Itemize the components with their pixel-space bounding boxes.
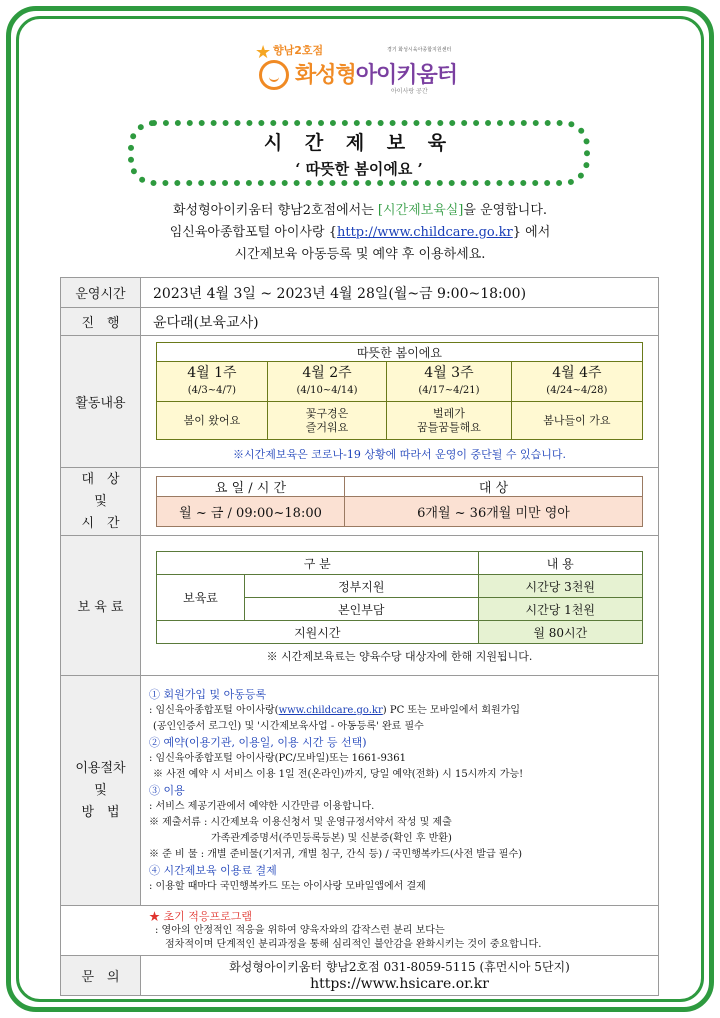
contact-info — [141, 959, 658, 993]
hours-value: 2023년 4월 3일 ~ 2023년 4월 28일(월~금 9:00~18:00) — [141, 278, 659, 308]
week-cell: 4월 2주 (4/10~4/14) — [267, 362, 386, 402]
contact-line: 화성형아이키움터 향남2호점 031-8059-5115 (휴먼시아 5단지) — [229, 959, 570, 974]
activity-table — [156, 342, 643, 440]
page-subtitle: ‘ 따뜻한 봄이에요 ’ — [295, 160, 423, 178]
staff-value: 윤다래(보육교사) — [141, 308, 659, 336]
week-cell: 4월 3주 (4/17~4/21) — [387, 362, 512, 402]
week-desc: 봄이 왔어요 — [157, 402, 268, 440]
week-cell: 4월 4주 (4/24~4/28) — [511, 362, 642, 402]
step-2-title: ② 예약(이용기관, 이용일, 이용 시간 등 선택) — [149, 736, 367, 749]
contact-label: 문 의 — [61, 956, 141, 996]
fee-self-value: 시간당 1천원 — [478, 598, 642, 621]
staff-label: 진 행 — [61, 308, 141, 336]
contact-cell — [141, 956, 659, 996]
activity-theme: 따뜻한 봄이에요 — [157, 343, 643, 362]
target-head-who: 대 상 — [345, 477, 643, 497]
hours-label: 운영시간 — [61, 278, 141, 308]
target-time: 월 ~ 금 / 09:00~18:00 — [157, 497, 345, 527]
step-1-title: ① 회원가입 및 아동등록 — [149, 688, 267, 701]
intro-text: 화성형아이키움터 향남2호점에서는 [시간제보육실]을 운영합니다. 임신육아종합포털 아이사랑 {http://www.childcare.go.kr} 에서 시간제보육 아동등록 및 예약 후 이용하세요. — [169, 203, 551, 262]
smile-face-icon — [259, 60, 289, 90]
week-desc: 봄나들이 가요 — [511, 402, 642, 440]
fee-gov-value: 시간당 3천원 — [478, 575, 642, 598]
early-program-title: ★ 초기 적응프로그램 — [149, 909, 253, 923]
info-table — [60, 277, 659, 996]
contact-url[interactable]: https://www.hsicare.or.kr — [310, 975, 489, 992]
fee-self-label: 본인부담 — [245, 598, 479, 621]
fee-support-label: 지원시간 — [157, 621, 479, 644]
childcare-link[interactable]: http://www.childcare.go.kr — [336, 225, 513, 240]
early-program: ★ 초기 적응프로그램 : 영아의 안정적인 적응을 위하여 양육자와의 갑작스런 분리 보다는 점차적이며 단계적인 분리과정을 통해 심리적인 불안감을 완화시키는 것이 중요합니다. — [141, 908, 658, 954]
childcare-link-2[interactable]: www.childcare.go.kr — [278, 705, 383, 716]
fee-table — [156, 551, 643, 644]
logo-name: 화성형아이키움터 — [295, 63, 458, 88]
activity-cell — [141, 336, 659, 468]
week-desc: 벌레가 꿈틀꿈틀해요 — [387, 402, 512, 440]
procedure-text: ① 회원가입 및 아동등록 : 임신육아종합포털 아이사랑(www.childcare.go.kr) PC 또는 모바일에서 회원가입 (공인인증서 로그인) 및 '시간제보육사업 - 아동등록' 완료 필수 ② 예약(이용기관, 이용일, 이용 시간 등 선택) : 임신육아종합포털 아이사랑(PC/모바일)또는 1661-9361 ※ 사전 예약 시 서비스 이용 1일 전(온라인)까지, 당일 예약(전화) 시 15시까지 가능! ③ 이용 : 서비스 제공기관에서 예약한 시간만큼 이용합니다. ※ 제출서류 : 시간제보육 이용신청서 및 운영규정서약서 작성 및 제출 가족관계증명서(주민등록등본) 및 신분증(확인 후 반환) ※ 준 비 물 : 개별 준비물(기저귀, 개별 침구, 간식 등) / 국민행복카드(사전 발급 필수) ④ 시간제보육 이용료 결제 : 이용할 때마다 국민행복카드 또는 아이사랑 모바일앱에서 결제 — [141, 684, 658, 897]
title-box — [128, 120, 590, 186]
fee-cell — [141, 536, 659, 676]
step-4-title: ④ 시간제보육 이용료 결제 — [149, 864, 277, 877]
procedure-cell — [141, 676, 659, 906]
page-title: 시 간 제 보 육 — [263, 132, 455, 154]
target-who: 6개월 ~ 36개월 미만 영아 — [345, 497, 643, 527]
corona-notice: ※시간제보육은 코로나-19 상황에 따라서 운영이 중단될 수 있습니다. — [233, 448, 566, 461]
target-label: 대 상 및 시 간 — [61, 468, 141, 536]
week-desc: 꽃구경은 즐거워요 — [267, 402, 386, 440]
logo-branch: 향남2호점 — [273, 44, 324, 57]
week-cell: 4월 1주 (4/3~4/7) — [157, 362, 268, 402]
fee-label: 보 육 료 — [61, 536, 141, 676]
fee-head-content: 내 용 — [478, 552, 642, 575]
fee-note: ※ 시간제보육료는 양육수당 대상자에 한해 지원됩니다. — [266, 650, 533, 663]
logo — [255, 42, 485, 110]
fee-head-cat: 구 분 — [157, 552, 479, 575]
star-icon: ★ — [255, 42, 272, 63]
logo-org: 경기 화성시육아종합지원센터 — [387, 47, 452, 53]
target-head-time: 요 일 / 시 간 — [157, 477, 345, 497]
procedure-label: 이용절차 및 방 법 — [61, 676, 141, 906]
fee-group: 보육료 — [157, 575, 245, 621]
fee-gov-label: 정부지원 — [245, 575, 479, 598]
logo-sub: 아이사랑 공간 — [391, 88, 428, 95]
step-3-title: ③ 이용 — [149, 784, 185, 797]
target-cell — [141, 468, 659, 536]
target-table — [156, 476, 643, 527]
early-program-cell — [61, 906, 659, 956]
fee-support-value: 월 80시간 — [478, 621, 642, 644]
activity-label: 활동내용 — [61, 336, 141, 468]
